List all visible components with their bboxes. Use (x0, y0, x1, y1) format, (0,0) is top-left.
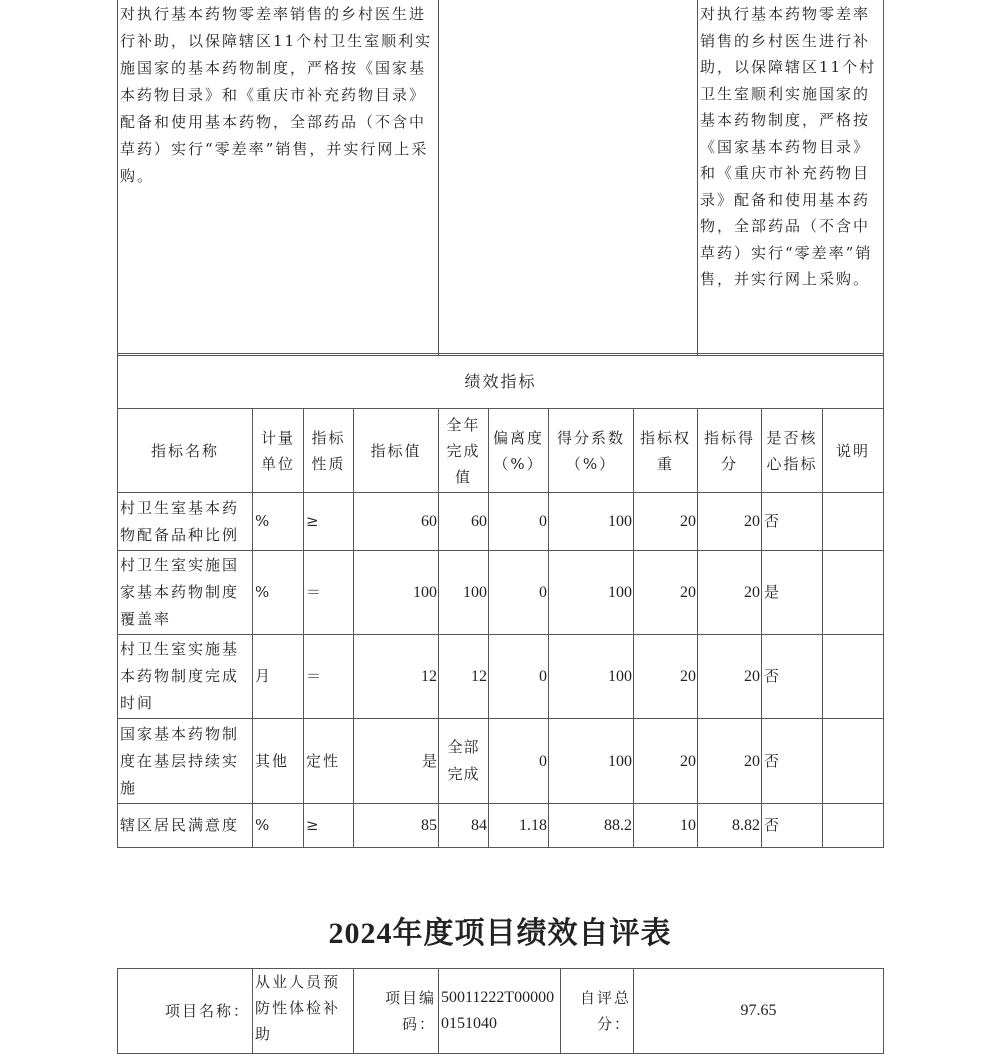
indicator-deviation: 0 (489, 635, 549, 719)
performance-indicators-table (117, 353, 884, 848)
indicator-core: 否 (762, 804, 823, 848)
indicator-actual: 100 (439, 551, 489, 635)
goal-text-middle (439, 0, 698, 356)
indicator-coefficient: 100 (549, 635, 634, 719)
goal-text-right: 对执行基本药物零差率销售的乡村医生进行补助，以保障辖区11个村卫生室顺利实施国家的基本药物制度，严格按《国家基本药物目录》和《重庆市补充药物目录》配备和使用基本药物，全部药品（不含中草药）实行“零差率”销售，并实行网上采购。 (698, 0, 884, 356)
indicator-unit: % (253, 551, 304, 635)
indicator-core: 否 (762, 635, 823, 719)
indicator-core: 否 (762, 719, 823, 804)
indicator-deviation: 0 (489, 493, 549, 551)
indicator-actual: 60 (439, 493, 489, 551)
indicator-name: 辖区居民满意度 (118, 804, 253, 848)
indicator-target: 60 (354, 493, 439, 551)
header-weight: 指标权重 (634, 409, 698, 493)
indicator-core: 否 (762, 493, 823, 551)
self-score-label: 自评总分： (561, 969, 634, 1054)
self-score-value: 97.65 (634, 969, 884, 1054)
document-title: 2024年度项目绩效自评表 (328, 917, 672, 950)
indicator-name: 村卫生室实施基本药物制度完成时间 (118, 635, 253, 719)
goal-description-table (117, 0, 884, 356)
header-nature: 指标性质 (304, 409, 354, 493)
indicator-nature: ＝ (304, 635, 354, 719)
indicator-target: 是 (354, 719, 439, 804)
indicator-unit: 其他 (253, 719, 304, 804)
indicator-note (823, 551, 884, 635)
indicator-coefficient: 88.2 (549, 804, 634, 848)
indicator-weight: 20 (634, 551, 698, 635)
indicator-coefficient: 100 (549, 551, 634, 635)
indicator-target: 100 (354, 551, 439, 635)
indicator-nature: ＝ (304, 551, 354, 635)
header-actual-value: 全年完成值 (439, 409, 489, 493)
header-score: 指标得分 (698, 409, 762, 493)
project-name-value: 从业人员预防性体检补助 (253, 969, 354, 1054)
project-info-table (117, 968, 884, 1054)
indicator-score: 8.82 (698, 804, 762, 848)
indicator-name: 村卫生室实施国家基本药物制度覆盖率 (118, 551, 253, 635)
indicator-core: 是 (762, 551, 823, 635)
indicator-note (823, 804, 884, 848)
indicator-name: 国家基本药物制度在基层持续实施 (118, 719, 253, 804)
indicator-nature: ≥ (304, 493, 354, 551)
table-row (118, 635, 884, 719)
indicator-note (823, 719, 884, 804)
goal-text-left: 对执行基本药物零差率销售的乡村医生进行补助，以保障辖区11个村卫生室顺利实施国家的基本药物制度，严格按《国家基本药物目录》和《重庆市补充药物目录》配备和使用基本药物，全部药品（不含中草药）实行“零差率”销售，并实行网上采购。 (118, 0, 439, 356)
indicator-nature: 定性 (304, 719, 354, 804)
indicator-score: 20 (698, 493, 762, 551)
section-title-indicators: 绩效指标 (118, 354, 884, 409)
indicator-score: 20 (698, 719, 762, 804)
indicator-score: 20 (698, 551, 762, 635)
indicators-header-row (118, 409, 884, 493)
indicator-unit: % (253, 804, 304, 848)
indicator-target: 12 (354, 635, 439, 719)
indicator-weight: 20 (634, 493, 698, 551)
header-unit: 计量单位 (253, 409, 304, 493)
indicator-coefficient: 100 (549, 719, 634, 804)
indicator-deviation: 1.18 (489, 804, 549, 848)
table-row (118, 551, 884, 635)
indicator-actual: 84 (439, 804, 489, 848)
indicator-target: 85 (354, 804, 439, 848)
table-row (118, 719, 884, 804)
project-code-value: 50011222T000000151040 (439, 969, 561, 1054)
project-code-label: 项目编码： (354, 969, 439, 1054)
indicator-coefficient: 100 (549, 493, 634, 551)
header-note: 说明 (823, 409, 884, 493)
header-core-indicator: 是否核心指标 (762, 409, 823, 493)
indicator-deviation: 0 (489, 719, 549, 804)
indicator-weight: 20 (634, 635, 698, 719)
indicator-unit: 月 (253, 635, 304, 719)
indicator-actual: 全部完成 (439, 719, 489, 804)
indicator-note (823, 493, 884, 551)
indicator-weight: 10 (634, 804, 698, 848)
table-row (118, 493, 884, 551)
table-row (118, 804, 884, 848)
indicator-deviation: 0 (489, 551, 549, 635)
indicator-score: 20 (698, 635, 762, 719)
indicator-unit: % (253, 493, 304, 551)
header-deviation: 偏离度（%） (489, 409, 549, 493)
header-target-value: 指标值 (354, 409, 439, 493)
header-coefficient: 得分系数（%） (549, 409, 634, 493)
indicator-actual: 12 (439, 635, 489, 719)
indicator-note (823, 635, 884, 719)
indicator-weight: 20 (634, 719, 698, 804)
indicator-name: 村卫生室基本药物配备品种比例 (118, 493, 253, 551)
project-name-label: 项目名称： (118, 969, 253, 1054)
indicator-nature: ≥ (304, 804, 354, 848)
header-indicator-name: 指标名称 (118, 409, 253, 493)
